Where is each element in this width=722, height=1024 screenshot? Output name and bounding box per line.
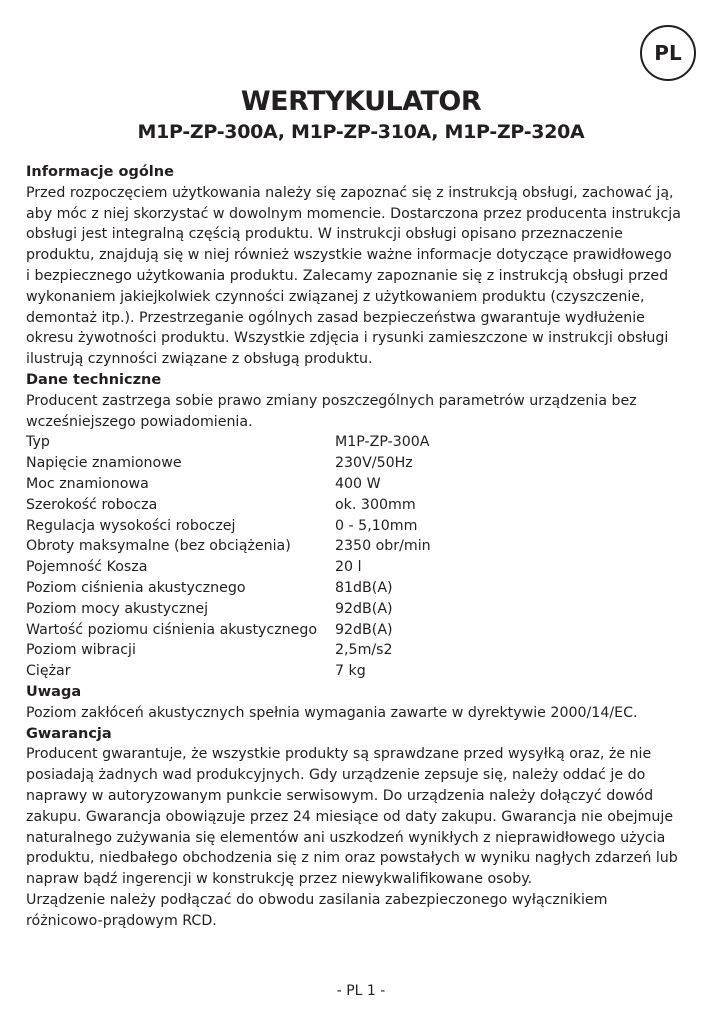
spec-row [26,432,446,453]
paragraph-line: wykonaniem jakiejkolwiek czynności związanej z użytkowaniem produktu (czyszczenie, [26,288,645,305]
spec-row [26,578,446,599]
spec-row [26,453,446,474]
paragraph-line: posiadają żadnych wad produkcyjnych. Gdy urządzenie zepsuje się, należy oddać je do [26,767,646,784]
note-heading: Uwaga [26,683,82,700]
spec-row [26,536,446,557]
technical-text [26,391,706,433]
paragraph-line: napraw bądź ingerencji w konstrukcję przez niewykwalifikowane osoby. [26,871,533,888]
paragraph-line: Producent gwarantuje, że wszystkie produkty są sprawdzane przed wysyłką oraz, że nie [26,746,652,763]
warranty-heading: Gwarancja [26,725,112,742]
spec-row [26,599,446,620]
model-subtitle: M1P-ZP-300A, M1P-ZP-310A, M1P-ZP-320A [137,121,585,143]
spec-value: 20 l [335,559,362,576]
spec-value: 230V/50Hz [335,455,413,472]
specs-table [26,432,446,682]
spec-row [26,557,446,578]
paragraph-line: zakupu. Gwarancja obowiązuje przez 24 miesiące od daty zakupu. Gwarancja nie obejmuje [26,808,674,825]
warranty-text [26,744,706,931]
spec-label: Regulacja wysokości roboczej [26,517,236,534]
general-text [26,183,706,370]
spec-label: Napięcie znamionowe [26,455,182,472]
spec-row [26,661,446,682]
spec-row [26,516,446,537]
paragraph-line: wcześniejszego powiadomienia. [26,413,253,430]
spec-row [26,620,446,641]
note-text [26,703,706,724]
page-title: WERTYKULATOR [240,86,482,117]
spec-label: Obroty maksymalne (bez obciążenia) [26,538,291,555]
spec-value: M1P-ZP-300A [335,434,430,451]
paragraph-line: Urządzenie należy podłączać do obwodu zasilania zabezpieczonego wyłącznikiem [26,891,608,908]
spec-value: 2350 obr/min [335,538,431,555]
paragraph-line: okresu żywotności produktu. Wszystkie zdjęcia i rysunki zamieszczone w instrukcji obsługi [26,330,669,347]
paragraph-line: produktu, znajdują się w niej również wszystkie ważne informacje dotyczące prawidłowego [26,247,672,264]
paragraph-line: Przed rozpoczęciem użytkowania należy się zapoznać się z instrukcją obsługi, zachować ją, [26,184,674,201]
spec-label: Poziom ciśnienia akustycznego [26,579,246,596]
spec-value: 400 W [335,475,381,492]
paragraph-line: naprawy w autoryzowanym punkcie serwisowym. Do urządzenia należy dołączyć dowód [26,787,654,804]
spec-label: Ciężar [26,663,71,680]
spec-value: ok. 300mm [335,496,416,513]
technical-heading: Dane techniczne [26,371,162,388]
spec-row [26,640,446,661]
paragraph-line: różnicowo-prądowym RCD. [26,912,217,929]
spec-label: Szerokość robocza [26,496,158,513]
paragraph-line: demontaż itp.). Przestrzeganie ogólnych zasad bezpieczeństwa gwarantuje wydłużenie [26,309,645,326]
spec-label: Moc znamionowa [26,475,149,492]
spec-row [26,474,446,495]
spec-label: Pojemność Kosza [26,559,148,576]
spec-label: Typ [26,434,50,451]
spec-value: 0 - 5,10mm [335,517,418,534]
paragraph-line: i bezpiecznego użytkowania produktu. Zalecamy zapoznanie się z instrukcją obsługi przed [26,267,669,284]
paragraph-line: Poziom zakłóceń akustycznych spełnia wymagania zawarte w dyrektywie 2000/14/EC. [26,704,638,721]
spec-value: 81dB(A) [335,579,393,596]
document-body [26,162,706,931]
paragraph-line: aby móc z niej skorzystać w dowolnym momencie. Dostarczona przez producenta instrukcja [26,205,681,222]
page-number: - PL 1 - [336,983,386,999]
language-badge: PL [640,25,696,81]
paragraph-line: ilustrują czynności związane z obsługą produktu. [26,351,373,368]
paragraph-line: Producent zastrzega sobie prawo zmiany poszczególnych parametrów urządzenia bez [26,392,637,409]
spec-value: 92dB(A) [335,600,393,617]
spec-label: Poziom mocy akustycznej [26,600,209,617]
spec-value: 7 kg [335,663,366,680]
paragraph-line: produktu, niedbałego obchodzenia się z nim oraz powstałych w wyniku nagłych zdarzeń lub [26,850,678,867]
spec-value: 92dB(A) [335,621,393,638]
spec-label: Poziom wibracji [26,642,136,659]
spec-value: 2,5m/s2 [335,642,393,659]
paragraph-line: naturalnego zużywania się elementów ani uszkodzeń wynikłych z nieprawidłowego użycia [26,829,666,846]
spec-row [26,495,446,516]
general-heading: Informacje ogólne [26,164,174,180]
spec-label: Wartość poziomu ciśnienia akustycznego [26,621,318,638]
paragraph-line: obsługi jest integralną częścią produktu. W instrukcji obsługi opisano przeznaczenie [26,226,623,243]
